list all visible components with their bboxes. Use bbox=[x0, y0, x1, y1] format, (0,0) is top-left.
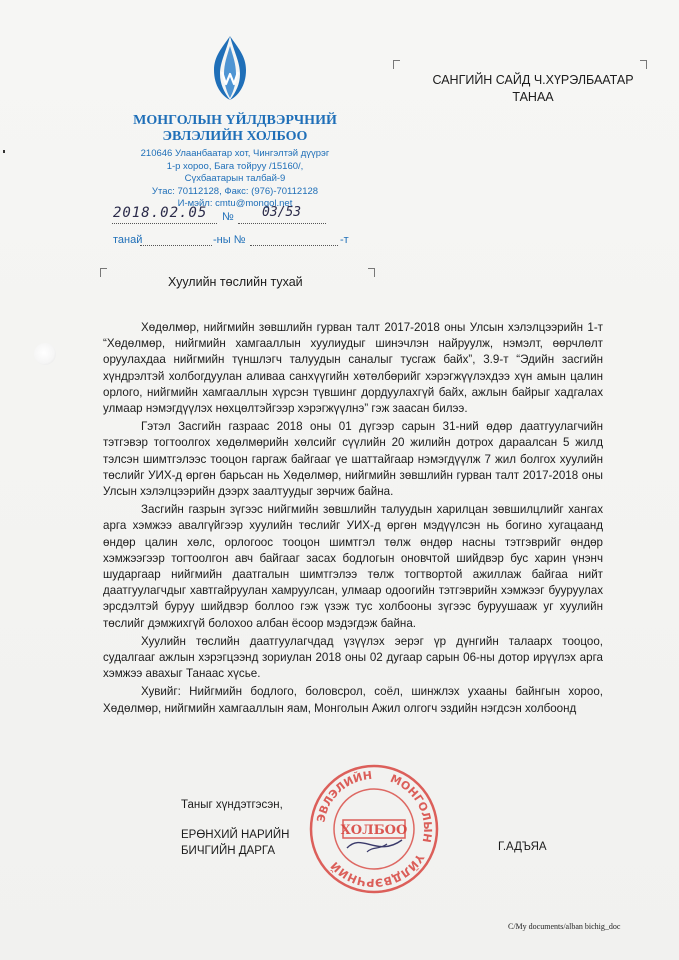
subject-corner-mark bbox=[100, 268, 107, 277]
closing-regards: Таныг хүндэтгэсэн, bbox=[181, 799, 283, 811]
subject-corner-mark bbox=[368, 268, 375, 277]
recipient-line2: ТАНАА bbox=[512, 90, 554, 104]
phone-line: Утас: 70112128, Факс: (976)-70112128 bbox=[151, 185, 319, 197]
punch-hole bbox=[34, 343, 56, 365]
yours-number-underline bbox=[250, 245, 338, 246]
edge-mark bbox=[3, 150, 5, 153]
yours-label: танай bbox=[113, 234, 143, 246]
date-underline bbox=[112, 223, 217, 224]
body-paragraph: Хуулийн төслийн даатгуулагчдад үзүүлэх эерэг үр дүнгийн талаарх тооцоо, судалгааг ажлын хэрэгцээнд зориулан 2018 оны 02 дугаар сарын 06-ны дотор ирүүлэх арга хэмжээ авахыг Танаас хүсье. bbox=[103, 634, 603, 681]
letter-number: 03/53 bbox=[262, 205, 302, 220]
body-paragraph: Засгийн газрын зүгээс нийгмийн зөвшлийн талуудын харилцан зөвшилцлийг хангах арга хэмжээ авалгүйгээр хуулийн төслийг УИХ-д өргөн мэдүүлсэн нь богино хугацаанд өндөр цалин хөлс, орлогоос тооцон шимтгэл төлж өндөр насны тэтгэврийг өндөр хэмжээгээр тогтоолгон авч байгааг засах бодлогын оновчтой шийдвэр бус харин үнэнч шударгаар нийгмийн даатгалын шимтгэлээ төлж тогтвортой ажиллаж байгаа нийт даатгуулагчдыг хавтгайруулан хамруулсан, улмаар одоогийн тэтгэврийн хэмжээг бууруулах эрсдэлтэй буруу шийдвэр боллоо гэж үзэж тус холбооны зүгээс буруушааж уг хуулийн төслийг дэмжихгүй болохоо албан ёсоор мэдэгдэж байна. bbox=[103, 503, 603, 630]
svg-text:МОНГОЛЫН: МОНГОЛЫН bbox=[388, 772, 435, 844]
number-label: № bbox=[222, 211, 234, 223]
svg-text:ХОЛБОО: ХОЛБОО bbox=[340, 823, 408, 838]
body-paragraph: Хөдөлмөр, нийгмийн зөвшлийн гурван талт 2017-2018 оны Улсын хэлэлцээрийн 1-т “Хөдөлмөр, нийгмийн хамгааллын хуулиудыг шинэчлэн найруулж, нэмэлт, өөрчлөлт оруулахдаа нийгмийн түншлэгч талуудын саналыг тусгаж байх”, 3.9-т “Эдийн засгийн хүндрэлтэй холбогдуулан аливаа санхүүгийн хөтөлбөрийг хэрэгжүүлэхдээ хүн амын цалин орлого, нийгмийн хамгааллын хүрсэн түвшинг дордуулахгүй байх, ажлын байрыг хадгалах улмаар нэмэгдүүлэх нөхцөлтэйгээр хэрэгжүүлнэ” гэж заасан билээ. bbox=[103, 321, 603, 416]
copy-to-paragraph: Хувийг: Нийгмийн бодлого, боловсрол, соёл, шинжлэх ухааны байнгын хороо, Хөдөлмөр, нийгмийн хамгааллын яам, Монголын Ажил олгогч эздийн нэгдсэн холбоонд bbox=[103, 685, 603, 715]
recipient-corner-mark bbox=[393, 60, 400, 69]
recipient-line1: САНГИЙН САЙД Ч.ХҮРЭЛБААТАР bbox=[432, 73, 634, 87]
org-address bbox=[110, 148, 360, 211]
address-line: 1-р хороо, Бага тойруу /15160/, bbox=[166, 160, 304, 172]
official-stamp bbox=[307, 762, 441, 896]
number-underline bbox=[238, 223, 326, 224]
svg-text:ҮЙЛДВЭРЧНИЙ: ҮЙЛДВЭРЧНИЙ bbox=[328, 851, 427, 890]
email-line: И-мэйл: cmtu@mongol.net bbox=[177, 198, 293, 209]
signer-title-line1: ЕРӨНХИЙ НАРИЙН bbox=[181, 829, 290, 841]
org-name-line2: ЭВЛЭЛИЙН ХОЛБОО bbox=[162, 129, 308, 144]
letter-date: 2018.02.05 bbox=[113, 205, 208, 221]
org-name-line1: МОНГОЛЫН ҮЙЛДВЭРЧНИЙ bbox=[133, 113, 337, 128]
footer-file-path: C/My documents/alban bichig_doc bbox=[508, 922, 621, 931]
body-paragraph: Гэтэл Засгийн газраас 2018 оны 01 дүгээр сарын 31-ний өдөр даатгуулагчийн тэтгэвэр тогтоолгох хөдөлмөрийн хөлсийг сүүлийн 20 жилийн дотрох дараалсан 5 жилд тэлсэн шимтгэлээс тооцон гаргаж байгааг үе шаттайгаар нэмэгдүүлж 7 жил болгох хуулийн төслийг УИХ-д өргөн барьсан нь Хөдөлмөр, нийгмийн зөвшлийн гурван талт 2017-2018 оны Улсын хэлэлцээрийн дээрх заалтуудыг зөрчиж байна. bbox=[103, 420, 603, 499]
letter-body bbox=[103, 320, 603, 719]
yours-suffix: -т bbox=[340, 234, 349, 246]
svg-text:ЭВЛЭЛИЙН: ЭВЛЭЛИЙН bbox=[314, 768, 373, 824]
recipient bbox=[423, 72, 643, 106]
subject: Хуулийн төслийн тухай bbox=[168, 275, 303, 289]
signer-name: Г.АДЪЯА bbox=[498, 841, 547, 853]
recipient-corner-mark bbox=[640, 60, 647, 69]
closing-block bbox=[181, 797, 289, 859]
yours-number-label: -ны № bbox=[213, 234, 246, 246]
yours-date-underline bbox=[140, 245, 212, 246]
address-line: Сүхбаатарын талбай-9 bbox=[184, 173, 286, 184]
org-logo-icon bbox=[200, 34, 260, 106]
address-line: 210646 Улаанбаатар хот, Чингэлтэй дүүрэг bbox=[140, 148, 330, 159]
org-name bbox=[120, 113, 350, 145]
signer-title-line2: БИЧГИЙН ДАРГА bbox=[181, 845, 275, 857]
